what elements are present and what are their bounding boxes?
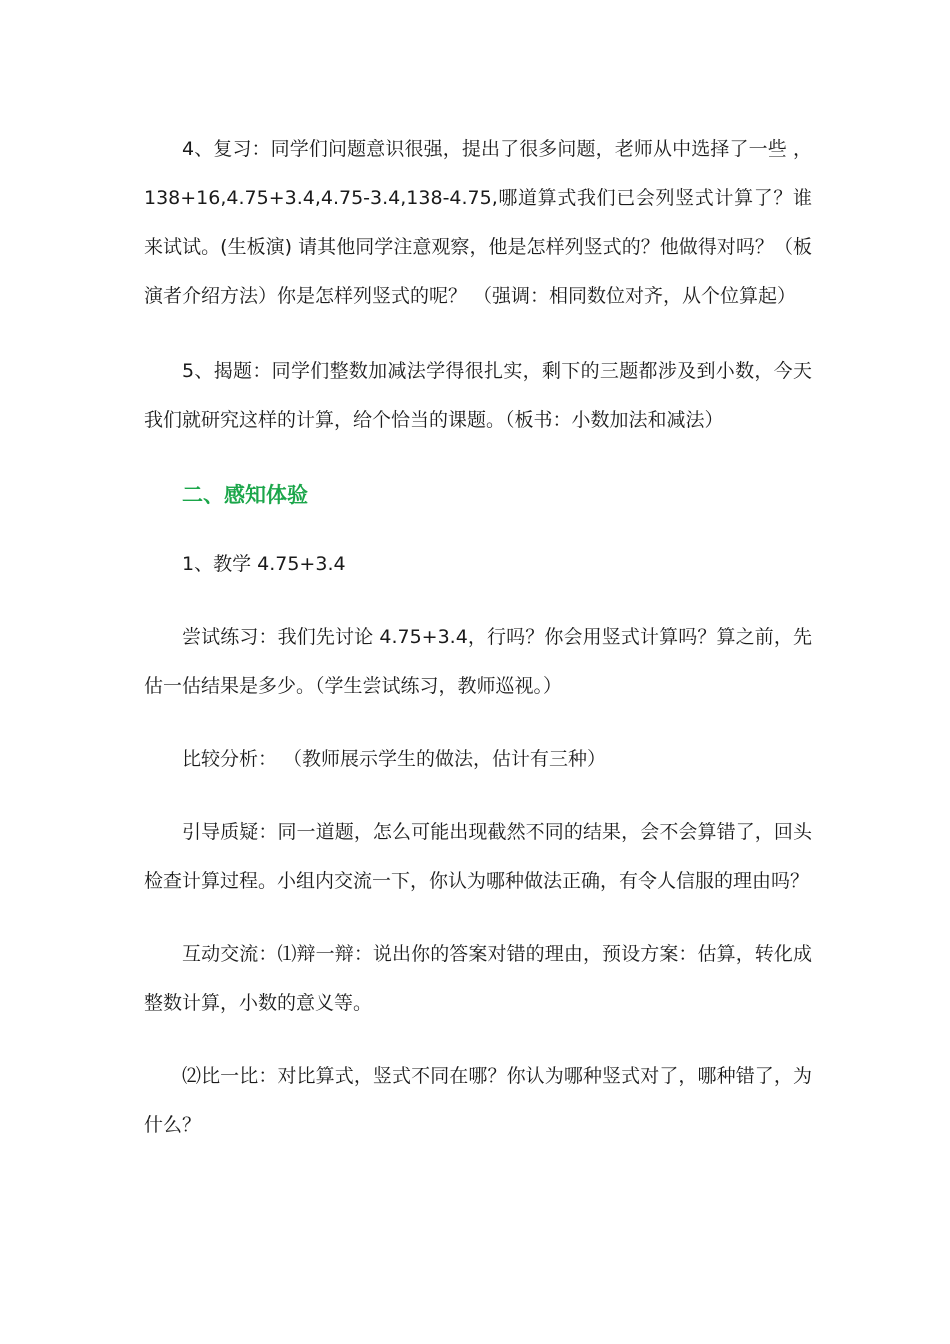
paragraph-compare: 比较分析： （教师展示学生的做法，估计有三种） bbox=[182, 748, 607, 770]
section-heading: 二、感知体验 bbox=[182, 483, 308, 507]
paragraph-try: 尝试练习：我们先讨论 4.75+3.4，行吗？你会用竖式计算吗？算之前，先估一估结果是多少。（学生尝试练习，教师巡视。） bbox=[144, 626, 812, 697]
paragraph-review: 4、复习：同学们问题意识很强，提出了很多问题，老师从中选择了一些 ，138+16,4.75+3.4,4.75-3.4,138-4.75,哪道算式我们已会列竖式计算了？谁来试试。(生板演) 请其他同学注意观察，他是怎样列竖式的？他做得对吗？（板演者介绍方法）你是怎样列竖式的呢？ （强调：相同数位对齐，从个位算起） bbox=[144, 138, 812, 307]
paragraph-teach: 1、教学 4.75+3.4 bbox=[182, 553, 346, 575]
paragraph-reveal: 5、揭题：同学们整数加减法学得很扎实，剩下的三题都涉及到小数，今天我们就研究这样的计算，给个恰当的课题。（板书：小数加法和减法） bbox=[144, 360, 812, 431]
paragraph-interact: 互动交流：⑴辩一辩：说出你的答案对错的理由，预设方案：估算，转化成整数计算，小数的意义等。 bbox=[144, 943, 812, 1014]
paragraph-guide: 引导质疑：同一道题，怎么可能出现截然不同的结果，会不会算错了，回头检查计算过程。小组内交流一下，你认为哪种做法正确，有令人信服的理由吗？ bbox=[144, 821, 812, 892]
paragraph-contrast: ⑵比一比：对比算式，竖式不同在哪？你认为哪种竖式对了，哪种错了，为什么？ bbox=[144, 1065, 812, 1136]
